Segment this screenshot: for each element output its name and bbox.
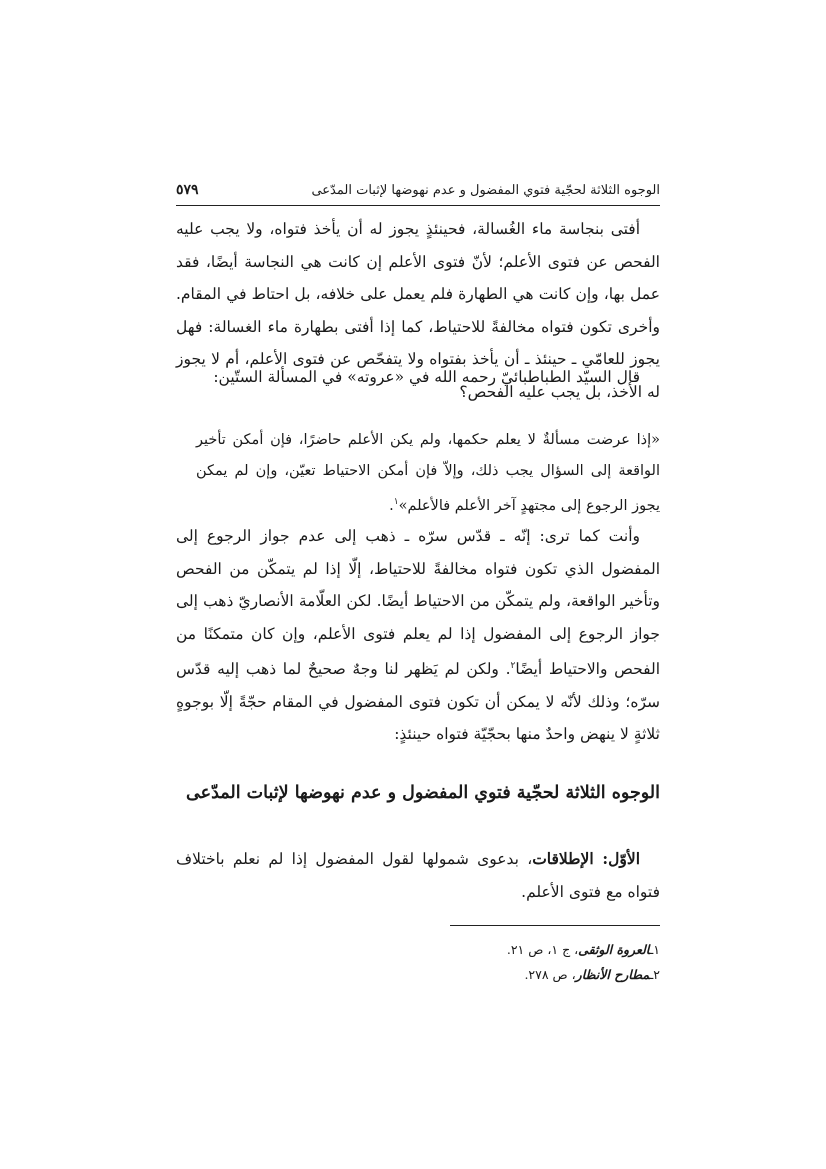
paragraph-1: أفتى بنجاسة ماء الغُسالة، فحينئذٍ يجوز له أن يأخذ فتواه، ولا يجب عليه الفحص عن فتوى الأعلم؛ لأنّ فتوى الأعلم إن كانت هي النجاسة أيضًا، فقد عمل بها، وإن كانت هي الطهارة فلم يعمل على خلافه، بل احتاط في المقام. وأخرى تكون فتواه مخالفةً للاحتياط، كما إذا أفتى بطهارة ماء الغسالة: فهل يجوز للعامّي ـ حينئذ ـ أن يأخذ بفتواه ولا يتفحّص عن فتوى الأعلم، أم لا يجوز له الأخذ، بل يجب عليه الفحص؟ [176,220,660,401]
first-point-text: ، بدعوى شمولها لقول المفضول إذا لم نعلم باختلاف فتواه مع فتوى الأعلم. [176,850,660,901]
footnote-1-number: ١ـ [649,942,660,957]
running-title: الوجوه الثلاثة لحجّية فتوي المفضول و عدم نهوضها لإثبات المدّعى [311,182,660,198]
section-heading: الوجوه الثلاثة لحجّية فتوي المفضول و عدم نهوضها لإثبات المدّعى [186,783,660,803]
footnote-1 [176,937,660,962]
footnote-1-ref: ، ج ١، ص ٢١. [506,942,579,957]
footnote-ref-1[interactable]: ١ [393,497,399,507]
footnote-2 [176,962,660,987]
footnote-2-number: ٢ـ [649,967,660,982]
quote-end: . [389,497,394,514]
paragraph-4 [176,843,660,908]
paragraph-2: قال السيّد الطباطبائيّ رحمه الله في «عروته» في المسألة الستّين: [213,368,640,386]
paragraph-3 [176,520,660,751]
header-divider [176,205,660,206]
footnote-2-title: مطارح الأنظار [575,967,650,982]
footnotes [176,937,660,987]
footnote-1-title: العروة الوثقى [578,942,650,957]
footnote-ref-2[interactable]: ٢ [510,661,516,671]
quote-text: «إذا عرضت مسألةٌ لا يعلم حكمها، ولم يكن الأعلم حاضرًا، فإن أمكن تأخير الواقعة إلى السؤال يجب ذلك، وإلاّ فإن أمكن الاحتياط تعيّن، وإن لم يمكن يجوز الرجوع إلى مجتهدٍ آخر الأعلم فالأعلم» [196,432,660,514]
paragraph-3-part-a: وأنت كما ترى: إنّه ـ قدّس سرّه ـ ذهب إلى عدم جواز الرجوع إلى المفضول الذي تكون فتواه مخالفةً للاحتياط، إلّا إذا لم يتمكّن من الفحص وتأخير الواقعة، ولم يتمكّن من الاحتياط أيضًا. لكن العلّامة الأنصاريّ ذهب إلى جواز الرجوع إلى المفضول إذا لم يعلم فتوى الأعلم، وإن كان متمكنًا من الفحص والاحتياط أيضًا [176,527,660,679]
running-header [176,178,660,202]
footnote-divider [450,925,660,926]
footnote-2-ref: ، ص ٢٧٨. [524,967,576,982]
paragraph-3-part-b: . ولكن لم يَظهر لنا وجهٌ صحيحٌ لما ذهب إليه قدّس سرّه؛ وذلك لأنّه لا يمكن أن تكون فتوى المفضول في المقام حجّةً إلّا بوجوهٍ ثلاثةٍ لا ينهض واحدٌ منها بحجّيّة فتواه حينئذٍ: [176,660,660,744]
quotation [176,425,660,522]
page-number: ٥٧٩ [176,182,199,198]
first-point-label: الأوّل: الإطلاقات [532,849,640,868]
